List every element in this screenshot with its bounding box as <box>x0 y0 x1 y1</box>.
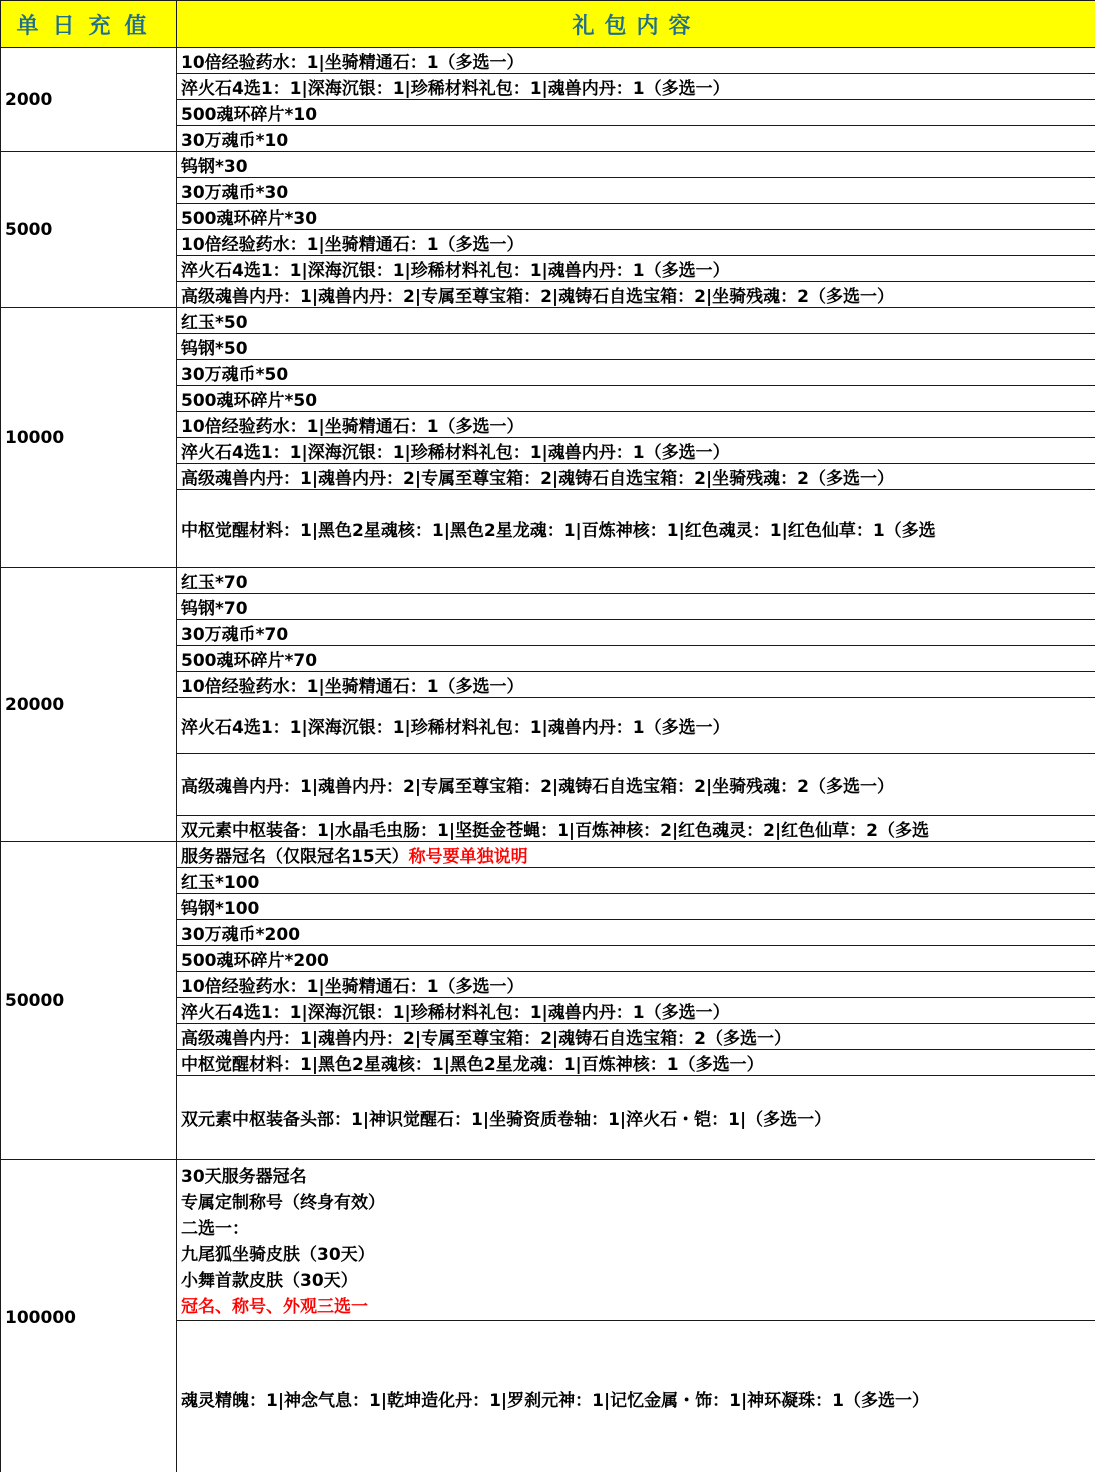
gift-item: 500魂环碎片*200 <box>177 946 1095 972</box>
gift-item: 钨钢*70 <box>177 594 1095 620</box>
privilege-line: 30天服务器冠名 <box>181 1167 307 1187</box>
gift-item: 钨钢*50 <box>177 334 1095 360</box>
gift-item: 10倍经验药水：1|坐骑精通石：1（多选一） <box>177 672 1095 698</box>
table-row <box>1 1160 1095 1321</box>
gift-item: 钨钢*100 <box>177 894 1095 920</box>
gift-item: 500魂环碎片*10 <box>177 100 1095 126</box>
gift-item: 红玉*100 <box>177 868 1095 894</box>
gift-item: 淬火石4选1：1|深海沉银：1|珍稀材料礼包：1|魂兽内丹：1（多选一） <box>177 256 1095 282</box>
gift-item: 30万魂币*30 <box>177 178 1095 204</box>
tier-amount: 50000 <box>1 842 177 1160</box>
privilege-note: 冠名、称号、外观三选一 <box>181 1297 368 1317</box>
gift-item: 淬火石4选1：1|深海沉银：1|珍稀材料礼包：1|魂兽内丹：1（多选一） <box>177 698 1095 754</box>
gift-item: 10倍经验药水：1|坐骑精通石：1（多选一） <box>177 48 1095 74</box>
tier-amount: 5000 <box>1 152 177 308</box>
gift-item: 10倍经验药水：1|坐骑精通石：1（多选一） <box>177 230 1095 256</box>
privilege-line: 九尾狐坐骑皮肤（30天） <box>181 1245 375 1265</box>
tier-amount: 100000 <box>1 1160 177 1472</box>
header-content: 礼包内容 <box>177 1 1095 48</box>
privilege-line: 小舞首款皮肤（30天） <box>181 1271 358 1291</box>
gift-item: 淬火石4选1：1|深海沉银：1|珍稀材料礼包：1|魂兽内丹：1（多选一） <box>177 998 1095 1024</box>
gift-item: 钨钢*30 <box>177 152 1095 178</box>
gift-item: 双元素中枢装备头部：1|神识觉醒石：1|坐骑资质卷轴：1|淬火石・铠：1|（多选一） <box>177 1076 1095 1160</box>
gift-item: 高级魂兽内丹：1|魂兽内丹：2|专属至尊宝箱：2|魂铸石自选宝箱：2|坐骑残魂：2（多选一） <box>177 464 1095 490</box>
gift-item: 双元素中枢装备：1|水晶毛虫肠：1|坚挺金苍蝇：1|百炼神核：2|红色魂灵：2|红色仙草：2（多选 <box>177 816 1095 842</box>
table-row <box>1 48 1095 74</box>
gift-item: 500魂环碎片*70 <box>177 646 1095 672</box>
gift-item: 淬火石4选1：1|深海沉银：1|珍稀材料礼包：1|魂兽内丹：1（多选一） <box>177 74 1095 100</box>
gift-item: 30万魂币*50 <box>177 360 1095 386</box>
table-row <box>1 308 1095 334</box>
gift-item: 中枢觉醒材料：1|黑色2星魂核：1|黑色2星龙魂：1|百炼神核：1（多选一） <box>177 1050 1095 1076</box>
naming-text: 服务器冠名（仅限冠名15天） <box>181 847 409 867</box>
table-row <box>1 842 1095 868</box>
gift-item: 高级魂兽内丹：1|魂兽内丹：2|专属至尊宝箱：2|魂铸石自选宝箱：2|坐骑残魂：2（多选一） <box>177 754 1095 816</box>
header-amount: 单日充值 <box>1 1 177 48</box>
tier-amount: 20000 <box>1 568 177 842</box>
gift-item: 500魂环碎片*30 <box>177 204 1095 230</box>
gift-item: 高级魂兽内丹：1|魂兽内丹：2|专属至尊宝箱：2|魂铸石自选宝箱：2|坐骑残魂：2（多选一） <box>177 282 1095 308</box>
gift-item: 30万魂币*10 <box>177 126 1095 152</box>
header-row <box>1 1 1095 48</box>
gift-item: 30万魂币*70 <box>177 620 1095 646</box>
table-row <box>1 568 1095 594</box>
gift-item: 淬火石4选1：1|深海沉银：1|珍稀材料礼包：1|魂兽内丹：1（多选一） <box>177 438 1095 464</box>
privilege-line: 二选一： <box>181 1219 249 1239</box>
gift-item: 500魂环碎片*50 <box>177 386 1095 412</box>
gift-item: 红玉*50 <box>177 308 1095 334</box>
gift-item: 中枢觉醒材料：1|黑色2星魂核：1|黑色2星龙魂：1|百炼神核：1|红色魂灵：1|红色仙草：1（多选 <box>177 490 1095 568</box>
privilege-line: 专属定制称号（终身有效） <box>181 1193 385 1213</box>
naming-note: 称号要单独说明 <box>408 847 528 867</box>
gift-item: 10倍经验药水：1|坐骑精通石：1（多选一） <box>177 412 1095 438</box>
gift-item: 10倍经验药水：1|坐骑精通石：1（多选一） <box>177 972 1095 998</box>
tier-amount: 10000 <box>1 308 177 568</box>
tier-amount: 2000 <box>1 48 177 152</box>
gift-item: 红玉*70 <box>177 568 1095 594</box>
gift-item: 30万魂币*200 <box>177 920 1095 946</box>
gift-item-privileges <box>177 1160 1095 1321</box>
gift-item-naming <box>177 842 1095 868</box>
gift-item: 高级魂兽内丹：1|魂兽内丹：2|专属至尊宝箱：2|魂铸石自选宝箱：2（多选一） <box>177 1024 1095 1050</box>
table-row <box>1 152 1095 178</box>
gift-item: 魂灵精魄：1|神念气息：1|乾坤造化丹：1|罗刹元神：1|记忆金属・饰：1|神环凝珠：1（多选一） <box>177 1321 1095 1472</box>
